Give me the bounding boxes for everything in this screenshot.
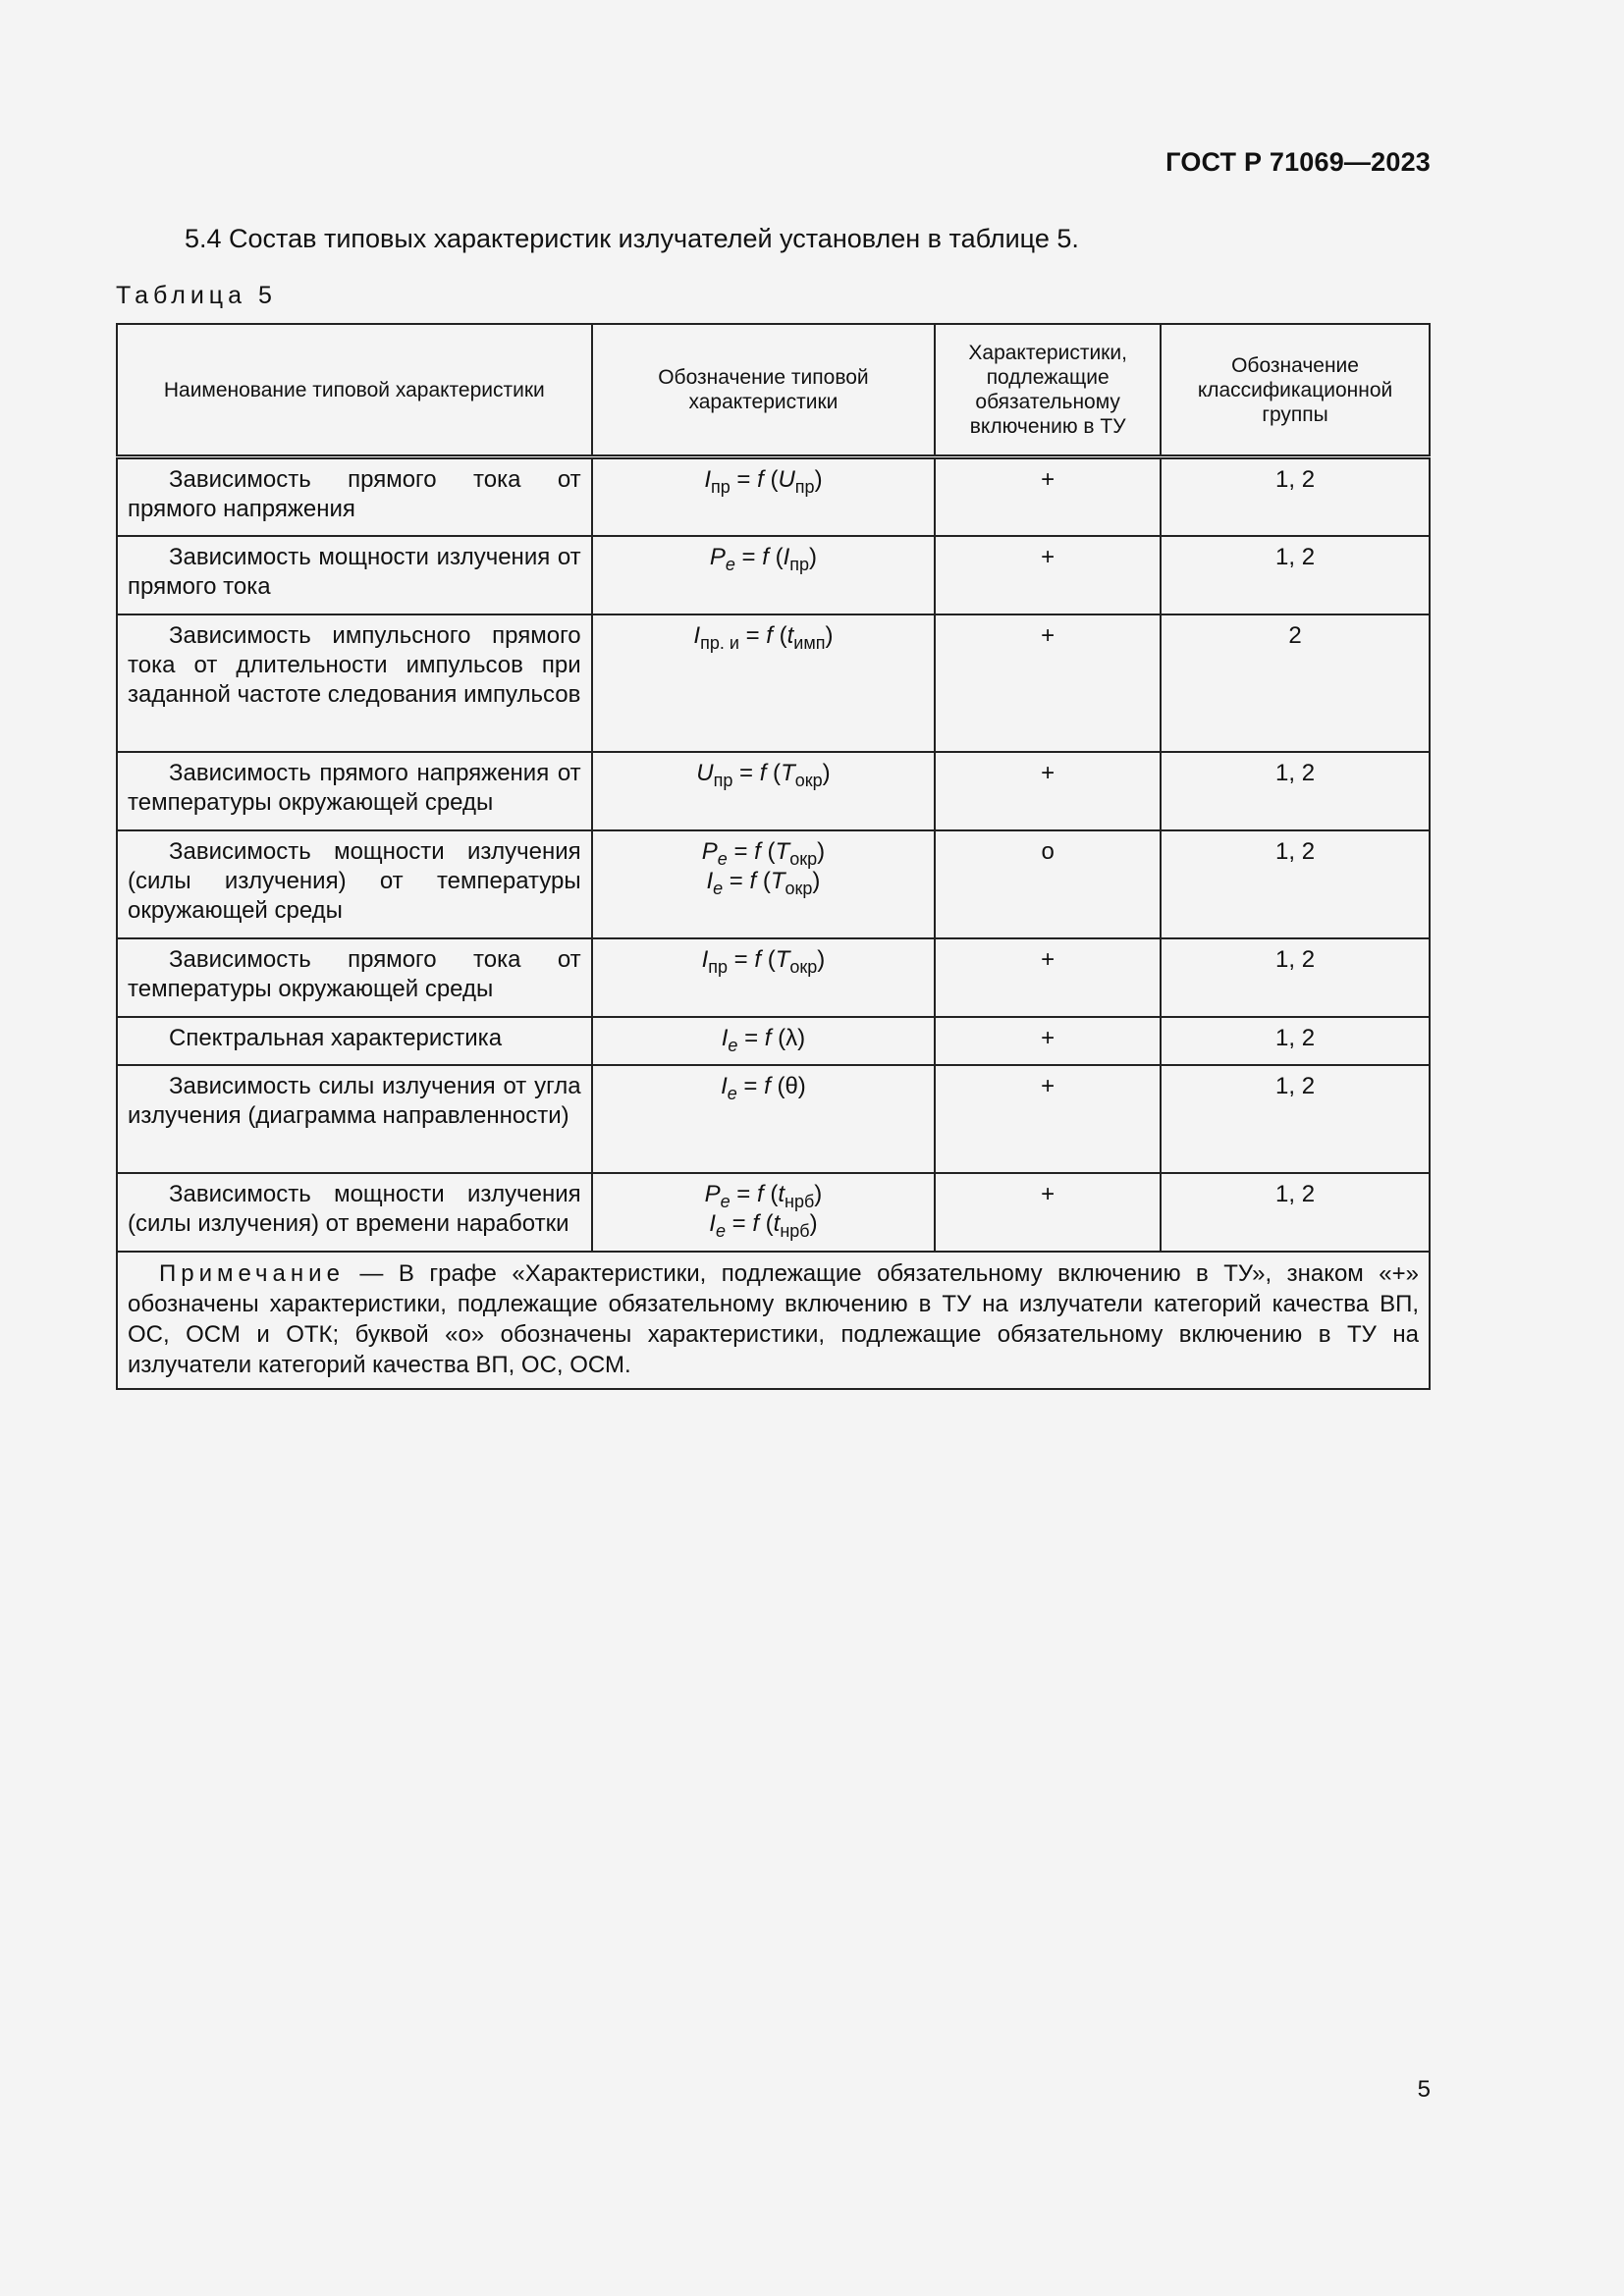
- header-mandatory: Характеристики, подлежащие обязательному включению в ТУ: [935, 324, 1161, 457]
- row-group: 1, 2: [1161, 830, 1430, 938]
- row-mandatory: о: [935, 830, 1161, 938]
- header-group: Обозначение классификационной группы: [1161, 324, 1430, 457]
- row-formula: $P_e = f$ $(T_{окр})$ $I_e = f$ $(T_{окр})$: [592, 830, 936, 938]
- row-name: Зависимость импульсного прямого тока от длительности импульсов при заданной частоте следования импульсов: [117, 614, 592, 752]
- table-row: [117, 830, 1430, 938]
- row-mandatory: +: [935, 614, 1161, 752]
- row-name: Зависимость прямого напряжения от температуры окружающей среды: [117, 752, 592, 830]
- header-designation: Обозначение типовой характеристики: [592, 324, 936, 457]
- row-name: Зависимость мощности излучения (силы излучения) от времени наработки: [117, 1173, 592, 1252]
- table-row: [117, 1173, 1430, 1252]
- row-mandatory: +: [935, 1173, 1161, 1252]
- row-mandatory: +: [935, 938, 1161, 1017]
- table-note: [117, 1252, 1430, 1389]
- table-row: [117, 457, 1430, 536]
- document-code: ГОСТ Р 71069—2023: [1165, 147, 1431, 177]
- table-row: [117, 536, 1430, 614]
- row-group: 2: [1161, 614, 1430, 752]
- row-mandatory: +: [935, 1017, 1161, 1065]
- row-group: 1, 2: [1161, 536, 1430, 614]
- table-row: [117, 1017, 1430, 1065]
- row-mandatory: +: [935, 752, 1161, 830]
- row-group: 1, 2: [1161, 1065, 1430, 1173]
- intro-paragraph: 5.4 Состав типовых характеристик излучателей установлен в таблице 5.: [185, 224, 1079, 253]
- table-header-row: [117, 324, 1430, 457]
- table-row: [117, 752, 1430, 830]
- row-group: 1, 2: [1161, 457, 1430, 536]
- row-formula: $P_e = f$ $(t_{нрб})$ $I_e = f$ $(t_{нрб})$: [592, 1173, 936, 1252]
- table-note-row: [117, 1252, 1430, 1389]
- row-name: Зависимость мощности излучения (силы излучения) от температуры окружающей среды: [117, 830, 592, 938]
- row-group: 1, 2: [1161, 938, 1430, 1017]
- header-name: Наименование типовой характеристики: [117, 324, 592, 457]
- note-text: — В графе «Характеристики, подлежащие обязательному включению в ТУ», знаком «+» обозначены характеристики, подлежащие обязательному включению в ТУ на излучатели категорий качества ВП, ОС, ОСМ и ОТК; буквой «о» обозначены характеристики, подлежащие обязательному включению в ТУ на излучатели категорий качества ВП, ОС, ОСМ.: [128, 1259, 1419, 1378]
- table-caption: Таблица 5: [116, 282, 277, 309]
- row-group: 1, 2: [1161, 1173, 1430, 1252]
- row-group: 1, 2: [1161, 752, 1430, 830]
- page-number: 5: [1417, 2076, 1431, 2103]
- table-row: [117, 938, 1430, 1017]
- row-name: Зависимость прямого тока от температуры окружающей среды: [117, 938, 592, 1017]
- row-formula: $I_e = f$ (θ): [592, 1065, 936, 1173]
- note-label: Примечание: [159, 1259, 345, 1287]
- row-name: Зависимость прямого тока от прямого напряжения: [117, 457, 592, 536]
- row-mandatory: +: [935, 1065, 1161, 1173]
- row-formula: $I_{пр. и} = f$ $(t_{имп})$: [592, 614, 936, 752]
- characteristics-table: [116, 323, 1431, 1390]
- row-mandatory: +: [935, 536, 1161, 614]
- table-row: [117, 1065, 1430, 1173]
- row-formula: $U_{пр} = f$ $(T_{окр})$: [592, 752, 936, 830]
- row-formula: $I_{пр} = f$ $(T_{окр})$: [592, 938, 936, 1017]
- row-group: 1, 2: [1161, 1017, 1430, 1065]
- table-row: [117, 614, 1430, 752]
- row-name: Зависимость силы излучения от угла излучения (диаграмма направленности): [117, 1065, 592, 1173]
- row-formula: $I_{пр} = f$ $(U_{пр})$: [592, 457, 936, 536]
- row-formula: $P_e = f$ $(I_{пр})$: [592, 536, 936, 614]
- row-name: Спектральная характеристика: [117, 1017, 592, 1065]
- row-name: Зависимость мощности излучения от прямого тока: [117, 536, 592, 614]
- row-formula: $I_e = f$ (λ): [592, 1017, 936, 1065]
- row-mandatory: +: [935, 457, 1161, 536]
